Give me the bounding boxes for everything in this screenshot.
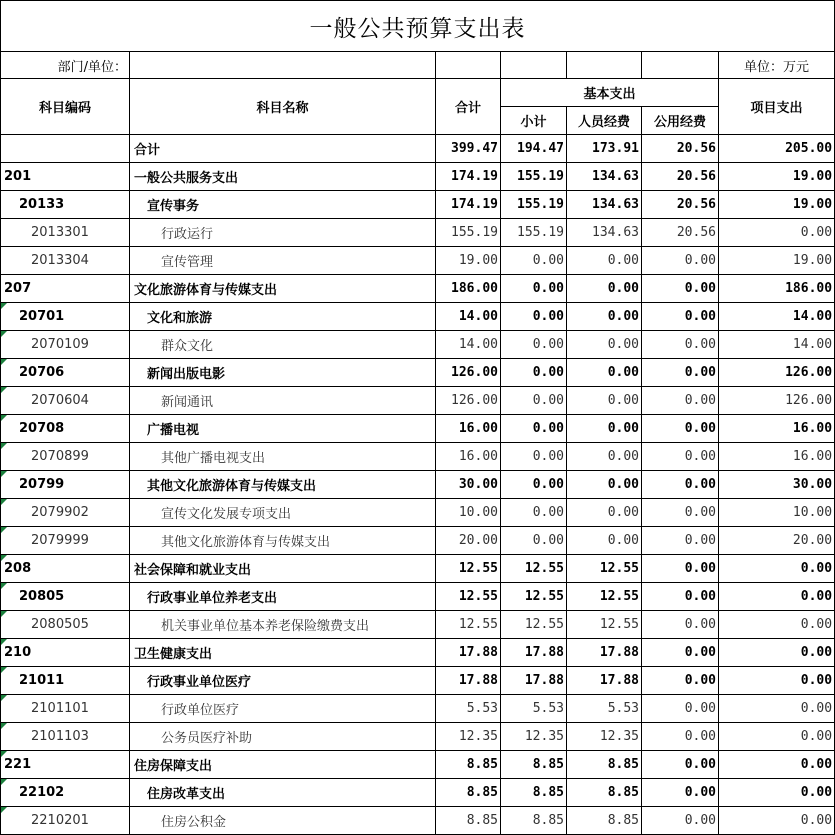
row-personnel: 8.85 <box>567 751 642 779</box>
row-code: 207 <box>1 275 130 303</box>
row-name: 其他文化旅游体育与传媒支出 <box>130 471 436 499</box>
row-name: 宣传文化发展专项支出 <box>130 499 436 527</box>
table-row <box>1 471 835 499</box>
row-subtotal: 12.55 <box>501 555 567 583</box>
row-total: 126.00 <box>436 387 501 415</box>
row-project: 20.00 <box>719 527 835 555</box>
row-project: 0.00 <box>719 555 835 583</box>
row-public: 0.00 <box>642 443 719 471</box>
table-row <box>1 611 835 639</box>
row-subtotal: 0.00 <box>501 275 567 303</box>
row-subtotal: 12.55 <box>501 611 567 639</box>
row-total: 186.00 <box>436 275 501 303</box>
row-project: 126.00 <box>719 387 835 415</box>
sum-code-cell <box>1 135 130 163</box>
row-subtotal: 17.88 <box>501 639 567 667</box>
row-name: 宣传管理 <box>130 247 436 275</box>
row-name: 行政事业单位养老支出 <box>130 583 436 611</box>
table-row <box>1 807 835 835</box>
row-name: 社会保障和就业支出 <box>130 555 436 583</box>
row-code: 2013304 <box>1 247 130 275</box>
row-code: 2070604 <box>1 387 130 415</box>
row-project: 14.00 <box>719 303 835 331</box>
sum-personnel: 173.91 <box>567 135 642 163</box>
row-total: 30.00 <box>436 471 501 499</box>
row-subtotal: 155.19 <box>501 163 567 191</box>
row-name: 其他文化旅游体育与传媒支出 <box>130 527 436 555</box>
row-personnel: 8.85 <box>567 807 642 835</box>
row-subtotal: 0.00 <box>501 443 567 471</box>
row-code: 208 <box>1 555 130 583</box>
row-code: 201 <box>1 163 130 191</box>
row-public: 0.00 <box>642 275 719 303</box>
sum-label: 合计 <box>130 135 436 163</box>
row-personnel: 0.00 <box>567 415 642 443</box>
header-subtotal: 小计 <box>501 107 567 135</box>
sum-subtotal: 194.47 <box>501 135 567 163</box>
row-total: 20.00 <box>436 527 501 555</box>
row-name: 行政运行 <box>130 219 436 247</box>
row-personnel: 12.35 <box>567 723 642 751</box>
meta-row <box>1 52 835 79</box>
row-code: 2101101 <box>1 695 130 723</box>
row-subtotal: 8.85 <box>501 751 567 779</box>
sum-public: 20.56 <box>642 135 719 163</box>
row-subtotal: 155.19 <box>501 191 567 219</box>
dept-label: 部门/单位： <box>1 52 130 79</box>
row-project: 19.00 <box>719 163 835 191</box>
row-total: 126.00 <box>436 359 501 387</box>
row-total: 5.53 <box>436 695 501 723</box>
row-subtotal: 0.00 <box>501 499 567 527</box>
row-project: 16.00 <box>719 443 835 471</box>
row-public: 20.56 <box>642 191 719 219</box>
table-row <box>1 331 835 359</box>
row-subtotal: 12.55 <box>501 583 567 611</box>
row-personnel: 0.00 <box>567 443 642 471</box>
row-total: 10.00 <box>436 499 501 527</box>
row-code: 2070109 <box>1 331 130 359</box>
row-project: 0.00 <box>719 219 835 247</box>
row-name: 行政事业单位医疗 <box>130 667 436 695</box>
header-row-1 <box>1 79 835 107</box>
row-name: 宣传事务 <box>130 191 436 219</box>
unit-label: 单位：万元 <box>719 52 835 79</box>
table-row <box>1 247 835 275</box>
row-personnel: 0.00 <box>567 471 642 499</box>
table-row <box>1 779 835 807</box>
header-public: 公用经费 <box>642 107 719 135</box>
row-public: 0.00 <box>642 415 719 443</box>
row-public: 20.56 <box>642 163 719 191</box>
row-public: 0.00 <box>642 499 719 527</box>
row-total: 14.00 <box>436 331 501 359</box>
table-row <box>1 443 835 471</box>
row-code: 2080505 <box>1 611 130 639</box>
row-name: 卫生健康支出 <box>130 639 436 667</box>
row-total: 17.88 <box>436 667 501 695</box>
row-public: 0.00 <box>642 303 719 331</box>
table-row <box>1 387 835 415</box>
dept-value-cell[interactable] <box>130 52 436 79</box>
table-row <box>1 667 835 695</box>
row-public: 0.00 <box>642 331 719 359</box>
header-basic: 基本支出 <box>501 79 719 107</box>
row-name: 住房保障支出 <box>130 751 436 779</box>
row-total: 12.55 <box>436 583 501 611</box>
header-code: 科目编码 <box>1 79 130 135</box>
row-public: 0.00 <box>642 723 719 751</box>
table-row <box>1 723 835 751</box>
row-personnel: 0.00 <box>567 499 642 527</box>
table-row <box>1 275 835 303</box>
row-code: 20799 <box>1 471 130 499</box>
row-personnel: 17.88 <box>567 667 642 695</box>
row-public: 0.00 <box>642 527 719 555</box>
header-personnel: 人员经费 <box>567 107 642 135</box>
row-code: 20706 <box>1 359 130 387</box>
row-public: 0.00 <box>642 611 719 639</box>
row-name: 新闻通讯 <box>130 387 436 415</box>
row-subtotal: 0.00 <box>501 359 567 387</box>
row-name: 住房公积金 <box>130 807 436 835</box>
row-total: 155.19 <box>436 219 501 247</box>
header-project: 项目支出 <box>719 79 835 135</box>
row-name: 其他广播电视支出 <box>130 443 436 471</box>
row-total: 17.88 <box>436 639 501 667</box>
row-subtotal: 17.88 <box>501 667 567 695</box>
row-name: 文化旅游体育与传媒支出 <box>130 275 436 303</box>
sum-total: 399.47 <box>436 135 501 163</box>
header-name: 科目名称 <box>130 79 436 135</box>
row-subtotal: 0.00 <box>501 387 567 415</box>
meta-empty-cell <box>436 52 501 79</box>
row-project: 0.00 <box>719 667 835 695</box>
row-code: 2079902 <box>1 499 130 527</box>
row-project: 126.00 <box>719 359 835 387</box>
row-project: 0.00 <box>719 807 835 835</box>
row-project: 0.00 <box>719 639 835 667</box>
row-personnel: 12.55 <box>567 611 642 639</box>
row-total: 174.19 <box>436 191 501 219</box>
row-code: 20701 <box>1 303 130 331</box>
row-public: 0.00 <box>642 387 719 415</box>
row-personnel: 12.55 <box>567 583 642 611</box>
row-total: 12.55 <box>436 555 501 583</box>
table-row <box>1 583 835 611</box>
table-row <box>1 751 835 779</box>
row-project: 19.00 <box>719 247 835 275</box>
row-public: 0.00 <box>642 807 719 835</box>
row-total: 8.85 <box>436 807 501 835</box>
row-total: 14.00 <box>436 303 501 331</box>
row-total: 174.19 <box>436 163 501 191</box>
row-name: 行政单位医疗 <box>130 695 436 723</box>
row-code: 2210201 <box>1 807 130 835</box>
row-personnel: 0.00 <box>567 527 642 555</box>
row-personnel: 0.00 <box>567 359 642 387</box>
row-project: 0.00 <box>719 723 835 751</box>
table-row <box>1 555 835 583</box>
row-personnel: 0.00 <box>567 331 642 359</box>
row-personnel: 5.53 <box>567 695 642 723</box>
row-personnel: 0.00 <box>567 387 642 415</box>
row-total: 8.85 <box>436 779 501 807</box>
row-subtotal: 155.19 <box>501 219 567 247</box>
row-subtotal: 12.35 <box>501 723 567 751</box>
sum-project: 205.00 <box>719 135 835 163</box>
table-row <box>1 359 835 387</box>
row-subtotal: 0.00 <box>501 415 567 443</box>
row-personnel: 12.55 <box>567 555 642 583</box>
row-total: 16.00 <box>436 415 501 443</box>
row-personnel: 134.63 <box>567 191 642 219</box>
row-subtotal: 8.85 <box>501 807 567 835</box>
table-row <box>1 639 835 667</box>
row-public: 0.00 <box>642 247 719 275</box>
row-project: 30.00 <box>719 471 835 499</box>
row-project: 0.00 <box>719 751 835 779</box>
row-personnel: 8.85 <box>567 779 642 807</box>
row-subtotal: 0.00 <box>501 471 567 499</box>
table-row <box>1 415 835 443</box>
row-public: 0.00 <box>642 359 719 387</box>
table-row <box>1 219 835 247</box>
row-name: 广播电视 <box>130 415 436 443</box>
row-project: 10.00 <box>719 499 835 527</box>
meta-empty-cell <box>567 52 642 79</box>
row-total: 12.35 <box>436 723 501 751</box>
row-project: 14.00 <box>719 331 835 359</box>
row-project: 0.00 <box>719 611 835 639</box>
row-personnel: 17.88 <box>567 639 642 667</box>
row-code: 21011 <box>1 667 130 695</box>
row-project: 16.00 <box>719 415 835 443</box>
row-public: 0.00 <box>642 667 719 695</box>
table-row <box>1 499 835 527</box>
title-row <box>1 1 835 52</box>
row-code: 20805 <box>1 583 130 611</box>
row-code: 2079999 <box>1 527 130 555</box>
row-total: 8.85 <box>436 751 501 779</box>
row-subtotal: 0.00 <box>501 331 567 359</box>
row-project: 0.00 <box>719 779 835 807</box>
sum-row <box>1 135 835 163</box>
meta-empty-cell <box>501 52 567 79</box>
row-code: 210 <box>1 639 130 667</box>
row-code: 2013301 <box>1 219 130 247</box>
row-code: 20133 <box>1 191 130 219</box>
page-title: 一般公共预算支出表 <box>1 1 835 52</box>
table-row <box>1 163 835 191</box>
row-public: 0.00 <box>642 779 719 807</box>
row-public: 0.00 <box>642 583 719 611</box>
row-subtotal: 0.00 <box>501 303 567 331</box>
row-public: 0.00 <box>642 695 719 723</box>
row-public: 0.00 <box>642 471 719 499</box>
row-name: 文化和旅游 <box>130 303 436 331</box>
table-row <box>1 191 835 219</box>
row-subtotal: 8.85 <box>501 779 567 807</box>
table-row <box>1 527 835 555</box>
row-code: 2101103 <box>1 723 130 751</box>
row-public: 20.56 <box>642 219 719 247</box>
row-code: 20708 <box>1 415 130 443</box>
row-personnel: 0.00 <box>567 247 642 275</box>
row-public: 0.00 <box>642 555 719 583</box>
row-project: 0.00 <box>719 583 835 611</box>
row-name: 新闻出版电影 <box>130 359 436 387</box>
row-project: 186.00 <box>719 275 835 303</box>
meta-empty-cell <box>642 52 719 79</box>
row-name: 机关事业单位基本养老保险缴费支出 <box>130 611 436 639</box>
row-subtotal: 0.00 <box>501 527 567 555</box>
row-personnel: 134.63 <box>567 163 642 191</box>
header-total: 合计 <box>436 79 501 135</box>
row-name: 住房改革支出 <box>130 779 436 807</box>
row-total: 19.00 <box>436 247 501 275</box>
row-public: 0.00 <box>642 639 719 667</box>
row-name: 公务员医疗补助 <box>130 723 436 751</box>
row-project: 0.00 <box>719 695 835 723</box>
row-personnel: 0.00 <box>567 303 642 331</box>
row-name: 群众文化 <box>130 331 436 359</box>
row-public: 0.00 <box>642 751 719 779</box>
row-code: 221 <box>1 751 130 779</box>
row-subtotal: 5.53 <box>501 695 567 723</box>
row-total: 12.55 <box>436 611 501 639</box>
row-code: 22102 <box>1 779 130 807</box>
row-code: 2070899 <box>1 443 130 471</box>
row-project: 19.00 <box>719 191 835 219</box>
row-subtotal: 0.00 <box>501 247 567 275</box>
table-row <box>1 695 835 723</box>
table-row <box>1 303 835 331</box>
row-name: 一般公共服务支出 <box>130 163 436 191</box>
row-personnel: 134.63 <box>567 219 642 247</box>
row-total: 16.00 <box>436 443 501 471</box>
row-personnel: 0.00 <box>567 275 642 303</box>
